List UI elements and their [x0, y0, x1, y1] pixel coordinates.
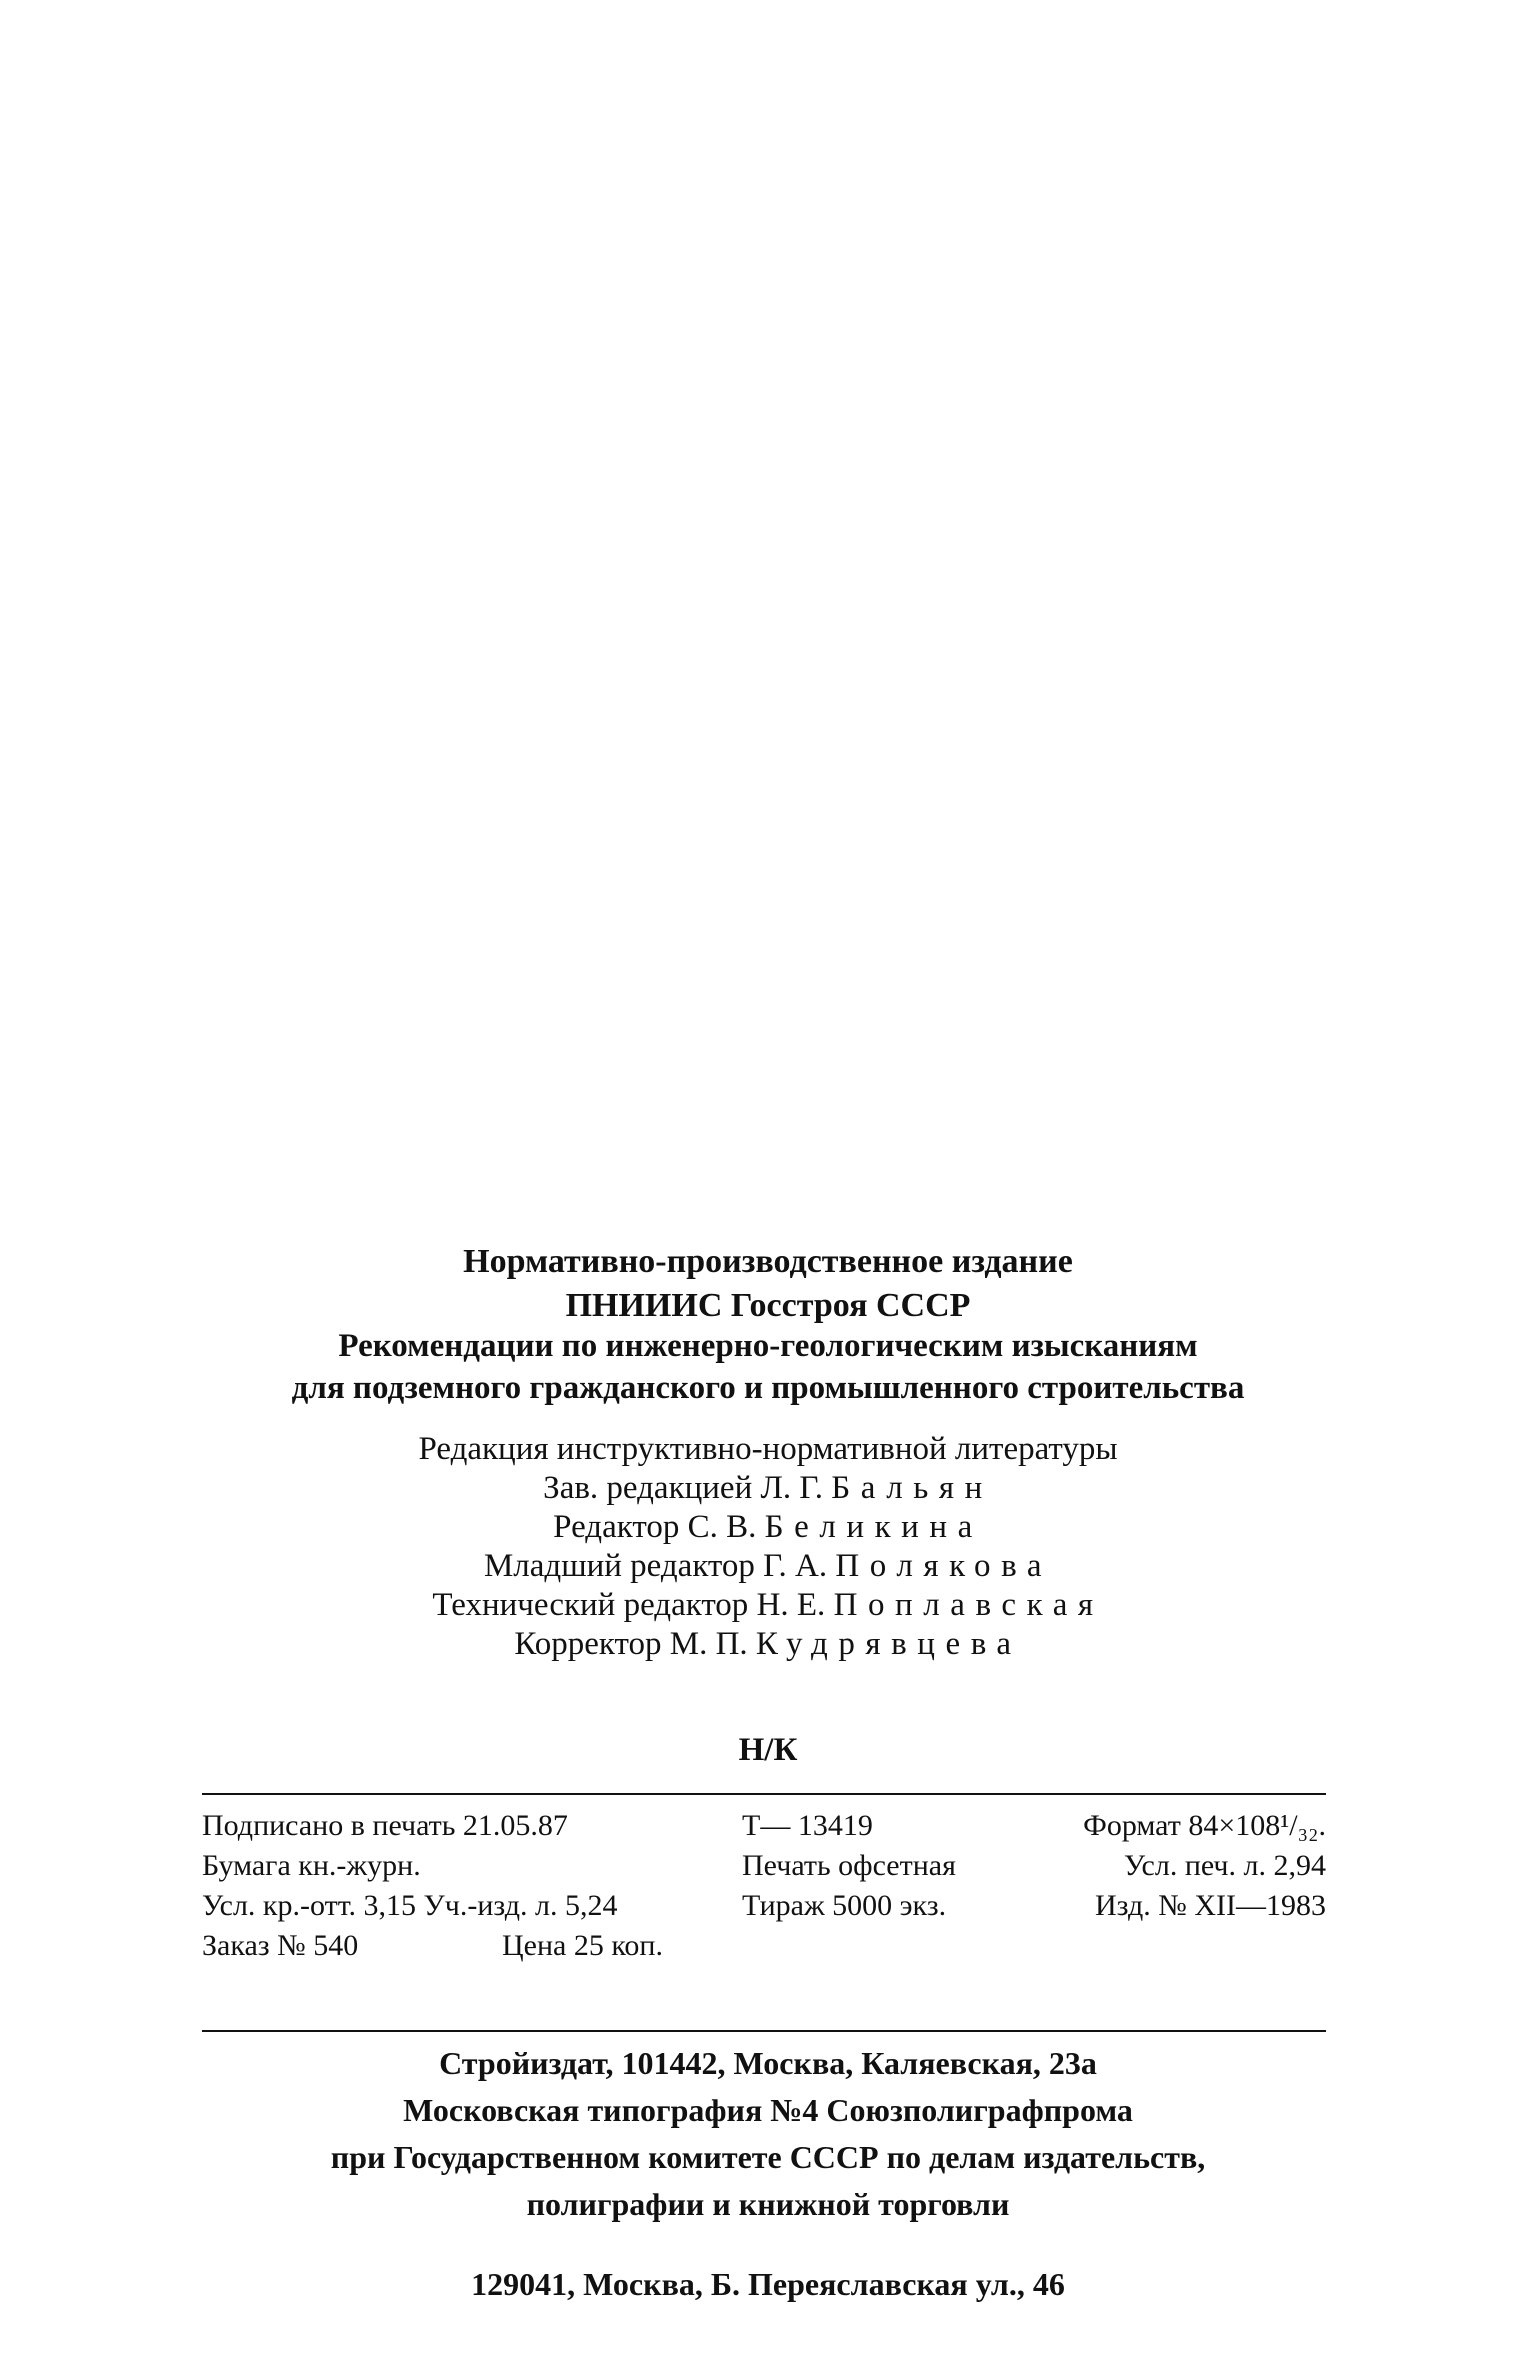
printing-house: Московская типография №4 Союзполиграфпрома — [403, 2092, 1133, 2128]
staff-role: Зав. редакцией — [543, 1470, 753, 1506]
staff-surname: Полякова — [835, 1548, 1053, 1584]
editorial-department: Редакция инструктивно-нормативной литературы — [418, 1431, 1118, 1467]
staff-surname: Бальян — [831, 1470, 993, 1506]
print-run: Тираж 5000 экз. — [742, 1889, 947, 1922]
document-title — [0, 1325, 1536, 1409]
divider-bottom — [202, 2030, 1326, 2032]
print-data — [202, 1806, 1326, 1966]
publication-header — [0, 1240, 1536, 1328]
staff-initials: Г. А. — [763, 1548, 828, 1584]
print-row — [202, 1926, 1326, 1966]
paper-type: Бумага кн.-журн. — [202, 1849, 421, 1882]
staff-role: Младший редактор — [483, 1548, 755, 1584]
publisher-imprint — [0, 2040, 1536, 2228]
staff-initials: Н. Е. — [756, 1587, 826, 1623]
title-line-1: Рекомендации по инженерно-геологическим изысканиям — [338, 1328, 1198, 1364]
print-row — [202, 1886, 1326, 1926]
publisher-institute: ПНИИИС Госстроя СССР — [565, 1287, 971, 1324]
staff-initials: М. П. — [669, 1626, 748, 1662]
printing-authority: при Государственном комитете СССР по делам издательств, — [330, 2139, 1206, 2175]
staff-line — [0, 1469, 1536, 1508]
staff-line — [0, 1586, 1536, 1625]
staff-initials: С. В. — [687, 1509, 757, 1545]
price: Цена 25 коп. — [502, 1929, 663, 1962]
publication-type: Нормативно-производственное издание — [463, 1243, 1073, 1280]
print-row — [202, 1806, 1326, 1846]
staff-surname: Поплавская — [833, 1587, 1104, 1623]
staff-role: Корректор — [514, 1626, 662, 1662]
order-number: Заказ № 540 — [202, 1929, 359, 1962]
signed-to-print: Подписано в печать 21.05.87 — [202, 1809, 568, 1842]
publisher-address: Стройиздат, 101442, Москва, Каляевская, 23а — [439, 2045, 1097, 2081]
print-method: Печать офсетная — [742, 1849, 956, 1882]
staff-initials: Л. Г. — [760, 1470, 823, 1506]
title-line-2: для подземного гражданского и промышленного строительства — [291, 1370, 1245, 1406]
print-code: Т— 13419 — [742, 1809, 873, 1842]
nk-mark: Н/К — [738, 1732, 798, 1768]
sheet-counts: Усл. кр.-отт. 3,15 Уч.-изд. л. 5,24 — [202, 1889, 618, 1922]
staff-line — [0, 1508, 1536, 1547]
staff-surname: Кудрявцева — [755, 1626, 1022, 1662]
divider-top — [202, 1793, 1326, 1795]
print-format: Формат 84×108¹/₃₂. — [1083, 1809, 1326, 1842]
printing-authority-cont: полиграфии и книжной торговли — [526, 2186, 1010, 2222]
staff-line — [0, 1547, 1536, 1586]
printing-house-address: 129041, Москва, Б. Переяславская ул., 46 — [471, 2266, 1065, 2302]
print-row — [202, 1846, 1326, 1886]
editorial-staff — [0, 1430, 1536, 1664]
staff-role: Технический редактор — [432, 1587, 749, 1623]
staff-role: Редактор — [553, 1509, 680, 1545]
staff-surname: Беликина — [764, 1509, 983, 1545]
edition-number: Изд. № XII—1983 — [1094, 1889, 1326, 1922]
conventional-sheets: Усл. печ. л. 2,94 — [1123, 1849, 1326, 1882]
staff-line — [0, 1625, 1536, 1664]
